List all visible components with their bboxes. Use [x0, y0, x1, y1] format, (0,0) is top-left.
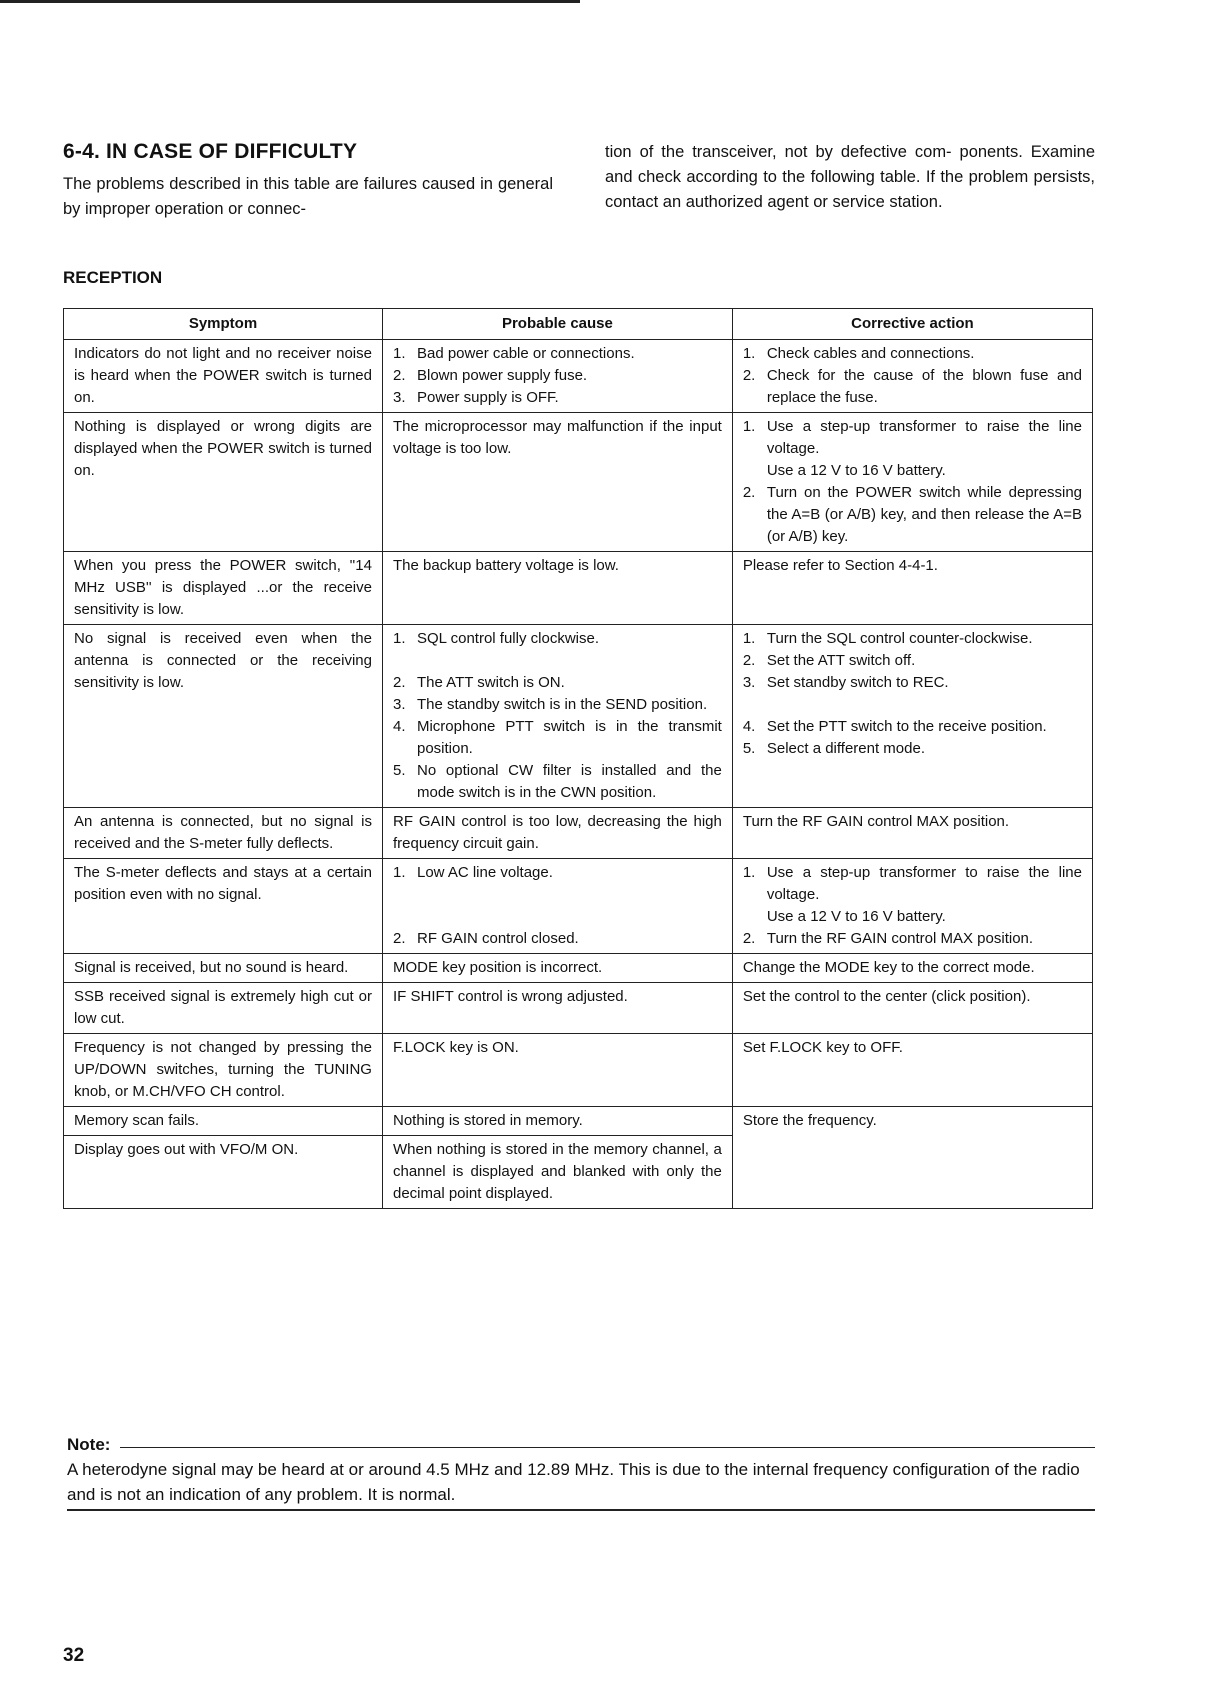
- spacer: [393, 650, 722, 672]
- table-row: [64, 808, 1093, 859]
- cause-item: 5. No optional CW filter is installed and the mode switch is in the CWN position.: [392, 762, 722, 801]
- note-block: [67, 1432, 1095, 1511]
- note-label: Note:: [67, 1435, 111, 1454]
- table-row: [64, 413, 1093, 552]
- action-item: 2. Turn the RF GAIN control MAX position.: [742, 930, 1034, 947]
- action-cell: [732, 625, 1092, 808]
- note-bottom-rule: [67, 1509, 1095, 1511]
- symptom-cell: Indicators do not light and no receiver noise is heard when the POWER switch is turned on.: [64, 340, 383, 413]
- cause-cell: [382, 625, 732, 808]
- table-row: [64, 625, 1093, 808]
- difficulty-table-wrap: [63, 308, 1093, 1209]
- action-item: 1. Turn the SQL control counter-clockwise.: [742, 630, 1033, 647]
- action-item: 2. Turn on the POWER switch while depressing the A=B (or A/B) key, and then release the A=B (or A/B) key.: [742, 484, 1082, 545]
- top-rule: [0, 0, 580, 3]
- action-item: 4. Set the PTT switch to the receive position.: [742, 718, 1047, 735]
- cause-cell: The microprocessor may malfunction if the input voltage is too low.: [382, 413, 732, 552]
- symptom-cell: Display goes out with VFO/M ON.: [64, 1136, 383, 1209]
- cause-item: 1. Bad power cable or connections.: [392, 345, 635, 362]
- symptom-cell: SSB received signal is extremely high cut or low cut.: [64, 983, 383, 1034]
- cause-cell: When nothing is stored in the memory channel, a channel is displayed and blanked with only the decimal point displayed.: [382, 1136, 732, 1209]
- cause-cell: [382, 340, 732, 413]
- action-item: 1. Check cables and connections.: [742, 345, 975, 362]
- header-symptom: Symptom: [64, 309, 383, 340]
- action-cell: Change the MODE key to the correct mode.: [732, 954, 1092, 983]
- cause-cell: RF GAIN control is too low, decreasing the high frequency circuit gain.: [382, 808, 732, 859]
- action-cell: Set F.LOCK key to OFF.: [732, 1034, 1092, 1107]
- difficulty-table: [63, 308, 1093, 1209]
- table-row: [64, 983, 1093, 1034]
- action-item: 5. Select a different mode.: [742, 740, 925, 757]
- note-text: A heterodyne signal may be heard at or around 4.5 MHz and 12.89 MHz. This is due to the internal frequency configuration of the radio and is not an indication of any problem. It is normal.: [67, 1460, 1080, 1504]
- action-item: Use a 12 V to 16 V battery.: [766, 908, 946, 925]
- spacer: [393, 906, 722, 928]
- action-cell: [732, 413, 1092, 552]
- symptom-cell: Nothing is displayed or wrong digits are displayed when the POWER switch is turned on.: [64, 413, 383, 552]
- action-cell: [732, 340, 1092, 413]
- section-title: 6-4. IN CASE OF DIFFICULTY: [63, 140, 358, 163]
- action-cell: [732, 859, 1092, 954]
- note-rule: [120, 1447, 1095, 1449]
- cause-item: 3. Power supply is OFF.: [392, 389, 559, 406]
- action-item: 1. Use a step-up transformer to raise the line voltage.: [742, 864, 1082, 903]
- cause-item: 1. SQL control fully clockwise.: [392, 630, 599, 647]
- page-number: 32: [63, 1645, 85, 1666]
- cause-cell: MODE key position is incorrect.: [382, 954, 732, 983]
- cause-cell: F.LOCK key is ON.: [382, 1034, 732, 1107]
- action-item: 3. Set standby switch to REC.: [742, 674, 949, 691]
- cause-cell: The backup battery voltage is low.: [382, 552, 732, 625]
- header-probable-cause: Probable cause: [382, 309, 732, 340]
- note-label-row: [67, 1432, 1095, 1457]
- reception-heading: RECEPTION: [63, 268, 163, 287]
- symptom-cell: When you press the POWER switch, ''14 MHz USB'' is displayed ...or the receive sensitivity is low.: [64, 552, 383, 625]
- action-item: 2. Set the ATT switch off.: [742, 652, 916, 669]
- action-cell: Turn the RF GAIN control MAX position.: [732, 808, 1092, 859]
- symptom-cell: No signal is received even when the antenna is connected or the receiving sensitivity is low.: [64, 625, 383, 808]
- cause-item: 2. Blown power supply fuse.: [392, 367, 588, 384]
- spacer: [393, 884, 722, 906]
- action-cell: Store the frequency.: [732, 1107, 1092, 1209]
- action-item: 2. Check for the cause of the blown fuse and replace the fuse.: [742, 367, 1082, 406]
- table-row: [64, 1107, 1093, 1136]
- cause-item: 3. The standby switch is in the SEND position.: [392, 696, 708, 713]
- cause-item: 1. Low AC line voltage.: [392, 864, 553, 881]
- cause-item: 4. Microphone PTT switch is in the transmit position.: [392, 718, 722, 757]
- table-header-row: [64, 309, 1093, 340]
- spacer: [743, 694, 1082, 716]
- table-row: [64, 340, 1093, 413]
- cause-item: 2. The ATT switch is ON.: [392, 674, 565, 691]
- action-item: 1. Use a step-up transformer to raise the line voltage.: [742, 418, 1082, 457]
- table-row: [64, 1034, 1093, 1107]
- symptom-cell: The S-meter deflects and stays at a certain position even with no signal.: [64, 859, 383, 954]
- action-item: Use a 12 V to 16 V battery.: [766, 462, 946, 479]
- cause-cell: [382, 859, 732, 954]
- action-cell: Set the control to the center (click position).: [732, 983, 1092, 1034]
- action-cell: Please refer to Section 4-4-1.: [732, 552, 1092, 625]
- symptom-cell: Signal is received, but no sound is heard.: [64, 954, 383, 983]
- symptom-cell: An antenna is connected, but no signal is received and the S-meter fully deflects.: [64, 808, 383, 859]
- table-row: [64, 954, 1093, 983]
- symptom-cell: Memory scan fails.: [64, 1107, 383, 1136]
- cause-item: 2. RF GAIN control closed.: [392, 930, 579, 947]
- table-row: [64, 859, 1093, 954]
- header-corrective-action: Corrective action: [732, 309, 1092, 340]
- cause-cell: IF SHIFT control is wrong adjusted.: [382, 983, 732, 1034]
- table-row: [64, 552, 1093, 625]
- intro-left-column: [63, 140, 553, 222]
- intro-left-text: The problems described in this table are failures caused in general by improper operation or connec-: [63, 175, 553, 218]
- symptom-cell: Frequency is not changed by pressing the UP/DOWN switches, turning the TUNING knob, or M.CH/VFO CH control.: [64, 1034, 383, 1107]
- cause-cell: Nothing is stored in memory.: [382, 1107, 732, 1136]
- intro-right-text: tion of the transceiver, not by defective com- ponents. Examine and check according to the following table. If the problem persists, contact an authorized agent or service station.: [605, 143, 1095, 211]
